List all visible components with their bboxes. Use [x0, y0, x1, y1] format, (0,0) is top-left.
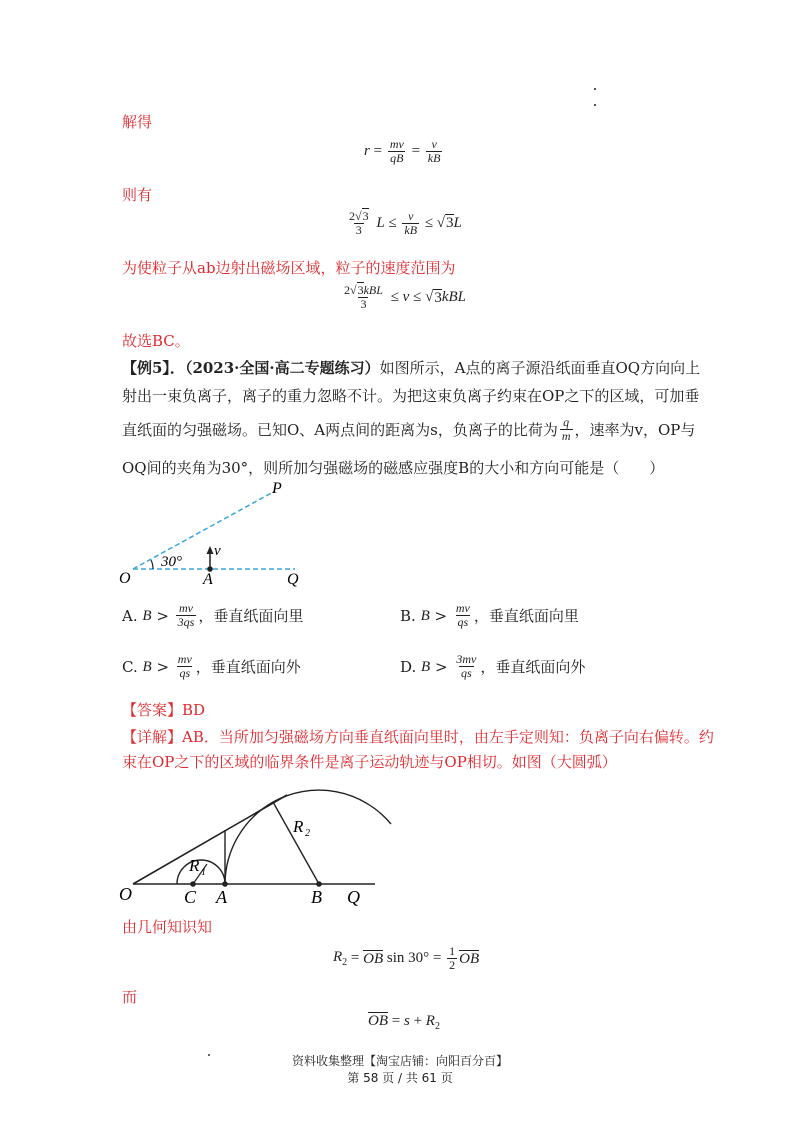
answer-line — [122, 700, 205, 720]
text-condition: 为使粒子从ab边射出磁场区域，粒子的速度范围为 — [122, 259, 456, 277]
option-a-dir: ，垂直纸面向里 — [198, 606, 304, 625]
formula-r2: $R_2$ = OB sin 30° = $\frac{1}{2}$ OB — [333, 944, 480, 972]
option-b-dir: ，垂直纸面向里 — [473, 606, 579, 625]
fig2-label-B: B — [311, 887, 322, 907]
example-line-1 — [122, 358, 700, 378]
option-a-num: mv — [179, 601, 193, 615]
formula-inequality-1: $\frac{2√3}{3}$ L ≤ $\frac{v}{kB}$ ≤ √3 L — [349, 209, 462, 237]
label-P: P — [272, 480, 282, 497]
option-a[interactable]: A. B > $\frac{mv}{3qs}$ ，垂直纸面向里 — [122, 601, 304, 629]
example-text-3a: 直纸面的匀强磁场。已知O、A两点间的距离为s，负离子的比荷为 — [122, 420, 558, 439]
fig2-label-C: C — [184, 887, 197, 907]
label-v: v — [214, 543, 221, 559]
example-text-1: 如图所示，A点的离子源沿纸面垂直OQ方向向上 — [379, 359, 701, 377]
example-line-4: OQ间的夹角为30°，则所加匀强磁场的磁感应强度B的大小和方向可能是（ ） — [122, 459, 665, 477]
answer-label: 【答案】 — [122, 701, 183, 719]
formula-radius: r = $\frac{mv}{qB}$ = $\frac{v}{kB}$ — [364, 137, 441, 165]
figure-op-oq — [115, 478, 325, 588]
fig2-label-R2-sub: 2 — [305, 828, 310, 839]
label-A: A — [203, 571, 213, 588]
formula-inequality-2: $\frac{\text{2√3kBL}}{3}$ ≤ v ≤ √ 3 kBL — [344, 283, 466, 311]
example-text-3b: ，速率为v，OP与 — [574, 420, 696, 439]
option-d-letter: D. — [400, 657, 417, 676]
label-angle: 30° — [161, 554, 182, 570]
fig2-label-R2: R — [293, 817, 304, 836]
explain-line-1 — [122, 727, 714, 747]
fig2-label-Q: Q — [347, 887, 360, 907]
fig2-label-O: O — [119, 884, 132, 904]
example-line-3 — [122, 416, 695, 443]
option-a-letter: A. — [122, 606, 138, 625]
text-zeyou: 则有 — [122, 186, 153, 204]
fig2-label-R1-sub: 1 — [201, 867, 206, 878]
option-c-num: mv — [177, 652, 192, 666]
option-d[interactable]: D. B > $\frac{3mv}{qs}$ ，垂直纸面向外 — [400, 652, 586, 680]
footer-page-number: 第 58 页 / 共 61 页 — [347, 1071, 453, 1085]
option-b-letter: B. — [400, 606, 416, 625]
footer-source: 资料收集整理【淘宝店铺：向阳百分百】 — [291, 1054, 508, 1068]
option-c-letter: C. — [122, 657, 138, 676]
scan-dot — [594, 88, 596, 90]
option-c[interactable]: C. B > $\frac{mv}{qs}$ ，垂直纸面向外 — [122, 652, 301, 680]
label-O: O — [119, 570, 131, 587]
label-Q: Q — [287, 571, 299, 588]
explain-line-2: 束在OP之下的区域的临界条件是离子运动轨迹与OP相切。如图（大圆弧） — [122, 753, 617, 771]
option-c-dir: ，垂直纸面向外 — [195, 657, 301, 676]
scan-dot — [594, 104, 596, 106]
option-d-num: 3mv — [456, 652, 477, 666]
formula-ob: OB = $s + R_2$ — [368, 1013, 440, 1032]
option-b-den: qs — [457, 615, 469, 629]
fig2-label-A: A — [216, 887, 227, 907]
text-er: 而 — [122, 988, 138, 1006]
figure-circles — [115, 772, 400, 907]
answer-value: BD — [182, 701, 206, 719]
option-a-den: 3qs — [177, 615, 195, 629]
text-geometry: 由几何知识知 — [122, 918, 213, 936]
example-label: 【例5】． — [122, 359, 185, 377]
option-b[interactable]: B. B > $\frac{mv}{qs}$ ，垂直纸面向里 — [400, 601, 579, 629]
option-d-den: qs — [460, 666, 472, 680]
fig2-label-R1: R — [189, 856, 200, 875]
explain-text-1: AB．当所加匀强磁场方向垂直纸面向里时，由左手定则知：负离子向右偏转。约 — [182, 728, 714, 746]
explain-label: 【详解】 — [122, 728, 183, 746]
charge-mass-ratio: $\frac{q}{m}$ — [561, 415, 571, 443]
option-d-dir: ，垂直纸面向外 — [480, 657, 586, 676]
option-b-num: mv — [455, 601, 470, 615]
text-jiede: 解得 — [122, 113, 153, 131]
text-choose: 故选BC。 — [122, 332, 190, 350]
option-c-den: qs — [179, 666, 191, 680]
example-source: （2023·全国·高二专题练习） — [184, 359, 380, 377]
example-line-2: 射出一束负离子，离子的重力忽略不计。为把这束负离子约束在OP之下的区域，可加垂 — [122, 387, 700, 405]
